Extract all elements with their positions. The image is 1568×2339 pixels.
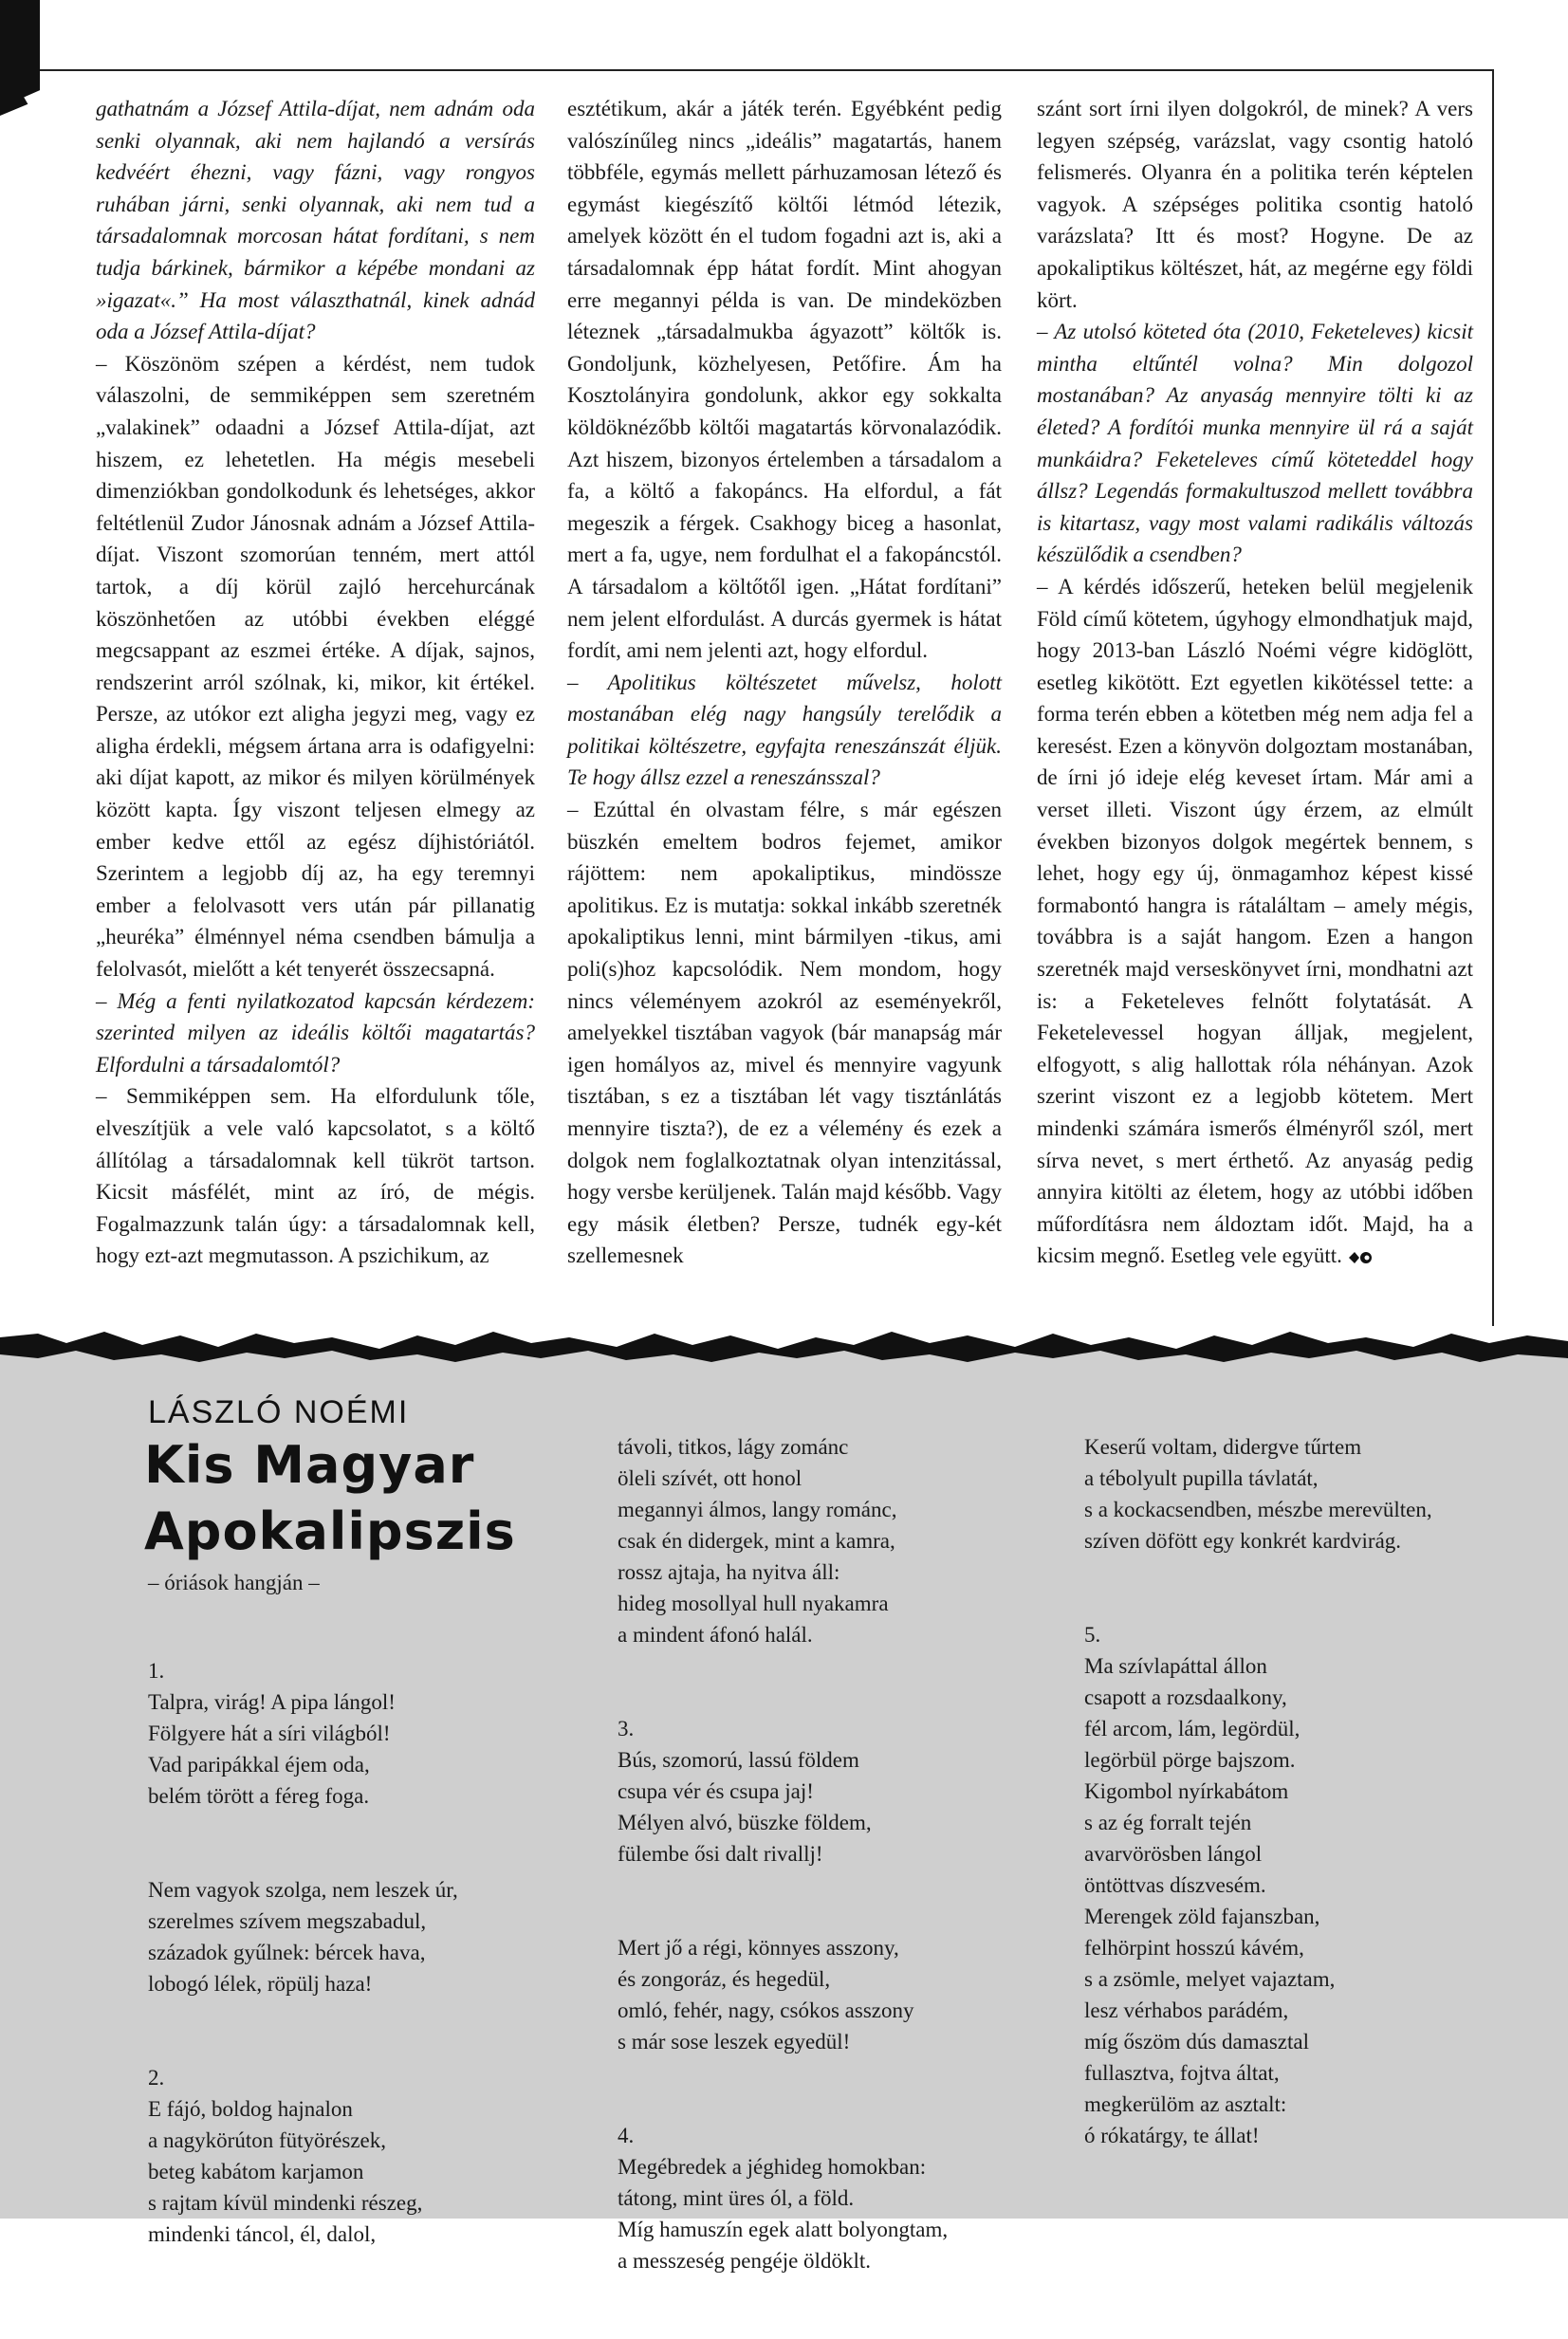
poem-stanza: 5. Ma szívlapáttal állon csapott a rozsdaalkony, fél arcom, lám, legördül, legörbül pörge bajszom. Kigombol nyírkabátom s az ég forralt tején avarvörösben lángol öntöttvas díszvesém. Merengek zöld fajanszban, felhörpint hosszú kávém, s a zsömle, melyet vajaztam, lesz vérhabos parádém, míg őszöm dús damasztal fullasztva, fojtva áltat, megkerülöm az asztalt: ó rókatárgy, te állat! — [1084, 1623, 1336, 2147]
article-paragraph — [1037, 571, 1473, 1272]
poem-stanza: távoli, titkos, lágy zománc öleli szívét, ott honol megannyi álmos, langy románc, csak én didergek, mint a kamra, rossz ajtaja, ha nyitva áll: hideg mosollyal hull nyakamra a mindent áfonó halál. — [618, 1435, 897, 1647]
article-paragraph: – Ezúttal én olvastam félre, s már egészen büszkén emeltem bodros fejemet, amikor rájöttem: nem apokaliptikus, mindössze apolitikus. Ez is mutatja: sokkal inkább szeretnék apokaliptikus lenni, mint bármilyen -tikus, ami poli(s)hoz kapcsolódik. Nem mondom, hogy nincs véleményem azokról az eseményekről, amelyekkel tisztában vagyok (bár manapság már igen homályos az, mivel és mennyire vagyunk tisztában, s ez a tisztában lét vagy tisztánlátás mennyire tiszta?), de ez a vélemény és ezek a dolgok nem foglalkoztatnak olyan intenzitással, hogy versbe kerüljenek. Talán majd később. Vagy egy másik életben? Persze, tudnék egy-két szellemesnek — [567, 798, 1002, 1268]
poem-column-3 — [1084, 1400, 1530, 2214]
article-paragraph: – Köszönöm szépen a kérdést, nem tudok válaszolni, de semmiképpen sem szeretném „valakinek” odaadni a József Attila-díjat, azt hiszem, ez lehetetlen. Ha mégis mesebeli dimenziókban gondolkodunk és lehetséges, akkor feltétlenül Zudor Jánosnak adnám a József Attila-díjat. Viszont szomorúan tenném, mert attól tartok, a díj körül zajló hercehurcának köszönhetően az utóbbi években eléggé megcsappant az eszmei értéke. A díjak, sajnos, rendszerint arról szólnak, ki, mikor, kit értékel. Persze, az utókor ezt aligha jegyzi meg, vagy ez aligha érdekli, mégsem ártana arra is odafigyelni: aki díjat kapott, az mikor és milyen körülmények között kapta. Így viszont teljesen elmegy az ember kedve ettől az egész díjhistóriától. Szerintem a legjobb díj az, ha egy teremnyi ember a felolvasott vers után pár pillanatig „heuréka” élménnyel néma csendben bámulja a felolvasót, mielőtt a két tenyerét összecsapná. — [96, 351, 535, 982]
article-column-1 — [96, 93, 535, 1272]
poem-title-line-1: Kis Magyar — [144, 1435, 475, 1495]
poem-stanza: Mert jő a régi, könnyes asszony, és zongoráz, és hegedül, omló, fehér, nagy, csókos asszony s már sose leszek egyedül! — [618, 1936, 914, 2054]
article-paragraph: szánt sort írni ilyen dolgokról, de minek? A vers legyen szépség, varázslat, vagy csontig hatoló felismerés. Olyanra én a politika terén képtelen vagyok. A szépséges politika csontig hatoló varázslata? Itt és most? Hogyne. De az apokaliptikus költészet, hát, az megérne egy földi kört. — [1037, 97, 1473, 312]
poem-stanza: 1. Talpra, virág! A pipa lángol! Fölgyere hát a síri világból! Vad paripákkal éjem oda, belém törött a féreg foga. — [148, 1659, 396, 1808]
poem-title — [144, 1432, 516, 1565]
article-column-2 — [567, 93, 1002, 1272]
article-paragraph: esztétikum, akár a játék terén. Egyébként pedig valószínűleg nincs „ideális” magatartás, hanem többféle, egymás mellett párhuzamosan létező és egymást kiegészítő költői létmód létezik, amelyek között én el tudom fogadni azt is, aki a társadalomnak épp hátat fordít. Mint ahogyan erre megannyi példa is van. De mindeközben léteznek „társadalmukba ágyazott” költők is. Gondoljunk, közhelyesen, Petőfire. Ám ha Kosztolányira gondolunk, akkor egy sokkalta köldöknézőbb költői magatartás körvonalazódik. Azt hiszem, bizonyos értelemben a társadalom a fa, a költő a fakopáncs. Ha elfordul, a fát megeszik a férgek. Csakhogy biceg a hasonlat, mert a fa, ugye, nem fordulhat el a fakopáncstól. A társadalom a költőtől igen. „Hátat fordítani” nem jelent elfordulást. A durcás gyermek is hátat fordít, ami nem jelenti azt, hogy elfordul. — [567, 97, 1002, 663]
poem-author: LÁSZLÓ NOÉMI — [148, 1394, 410, 1430]
poem-box — [0, 1326, 1568, 2273]
article-paragraph: gathatnám a József Attila-díjat, nem adnám oda senki olyannak, aki nem hajlandó a versírás kedvéért éhezni, vagy fázni, vagy rongyos ruhában járni, senki olyannak, aki nem tud a társadalomnak morcosan hátat fordítani, s nem tudja bárkinek, bármikor a képébe mondani az »igazat«.” Ha most választhatnál, kinek adnád oda a József Attila-díjat? — [96, 97, 535, 344]
poem-stanza: 3. Bús, szomorú, lassú földem csupa vér és csupa jaj! Mélyen alvó, büszke földem, fülembe ősi dalt rivallj! — [618, 1717, 872, 1866]
article-paragraph: – Az utolsó köteted óta (2010, Feketeleves) kicsit mintha eltűntél volna? Min dolgozol mostanában? Az anyaság mennyire tölti ki az életed? A fordítói munka mennyire ül rá a saját munkáidra? Feketeleves című köteteddel hogy állsz? Legendás formakultuszod mellett továbbra is kitartasz, vagy most valami radikális változás készülődik a csendben? — [1037, 320, 1473, 567]
article-closing-text: – A kérdés időszerű, heteken belül megjelenik Föld című kötetem, úgyhogy elmondhatjuk majd, hogy 2013-ban László Noémi végre kidöglött, esetleg kikötött. Ezt egyetlen kikötéssel tette: a forma terén ebben a kötetben még nem adja fel a keresést. Ezen a könyvön dolgoztam mostanában, de írni jó ideje elég keveset írtam. Már ami a verset illeti. Viszont úgy érzem, az elmúlt években bizonyos dolgok megértek bennem, s lehet, hogy egy új, önmagamhoz képest kissé formabontó hangra is rátaláltam – amely mégis, továbbra is a saját hangom. Ezen a hangon szeretnék majd verseskönyvet írni, mondhatni azt is: a Feketeleves felnőtt folytatását. A Feketelevessel hogyan álljak, megjelent, elfogyott, s alig hallottak róla néhányan. Azok szerint viszont ez a legjobb kötetem. Mert mindenki számára ismerős élményről szól, mert sírva nevet, s mert érthető. Az anyaság pedig annyira kitölti az életem, hogy az utóbbi időben műfordításra nem áldoztam időt. Majd, ha a kicsim megnő. Esetleg vele együtt. — [1037, 574, 1473, 1268]
interview-article — [0, 93, 1568, 1326]
article-paragraph: – Semmiképpen sem. Ha elfordulunk tőle, elveszítjük a vele való kapcsolatot, s a költő állítólag a társadalomnak kell tükröt tartson. Kicsit másfélét, mint az író, de mégis. Fogalmazzunk talán úgy: a társadalomnak kell, hogy ezt-azt megmutasson. A pszichikum, az — [96, 1084, 535, 1268]
poem-subtitle: – óriások hangján – — [148, 1571, 320, 1594]
poem-stanza: 2. E fájó, boldog hajnalon a nagykörúton fütyörészek, beteg kabátom karjamon s rajtam kívül mindenki részeg, mindenki táncol, él, dalol, — [148, 2066, 423, 2246]
poem-stanza: Nem vagyok szolga, nem leszek úr, szerelmes szívem megszabadul, századok gyűlnek: bércek hava, lobogó lélek, röpülj haza! — [148, 1878, 458, 1996]
article-paragraph: – Apolitikus költészetet művelsz, holott mostanában elég nagy hangsúly terelődik a politikai költészetre, egyfajta reneszánszát éljük. Te hogy állsz ezzel a reneszánsszal? — [567, 670, 1002, 790]
frame-top-rule — [40, 69, 1494, 71]
article-paragraph: – Még a fenti nyilatkozatod kapcsán kérdezem: szerinted milyen az ideális költői magatartás? Elfordulni a társadalomtól? — [96, 988, 535, 1077]
poem-stanza: Keserű voltam, didergve tűrtem a tébolyult pupilla távlatát, s a kockacsendben, mészbe merevülten, szíven döfött egy konkrét kardvirág. — [1084, 1435, 1432, 1553]
poem-stanza: 4. Megébredek a jéghideg homokban: tátong, mint üres ól, a föld. Míg hamuszín egek alatt bolyongtam, a messzeség pengéje öldöklt. — [618, 2124, 949, 2273]
article-column-3 — [1037, 93, 1473, 1272]
poem-content — [0, 1326, 1568, 2273]
poem-title-line-2: Apokalipszis — [144, 1501, 516, 1561]
poem-column-2 — [618, 1400, 1054, 2339]
ornament-end-icon — [1348, 1250, 1373, 1265]
poem-column-1 — [148, 1624, 575, 2312]
